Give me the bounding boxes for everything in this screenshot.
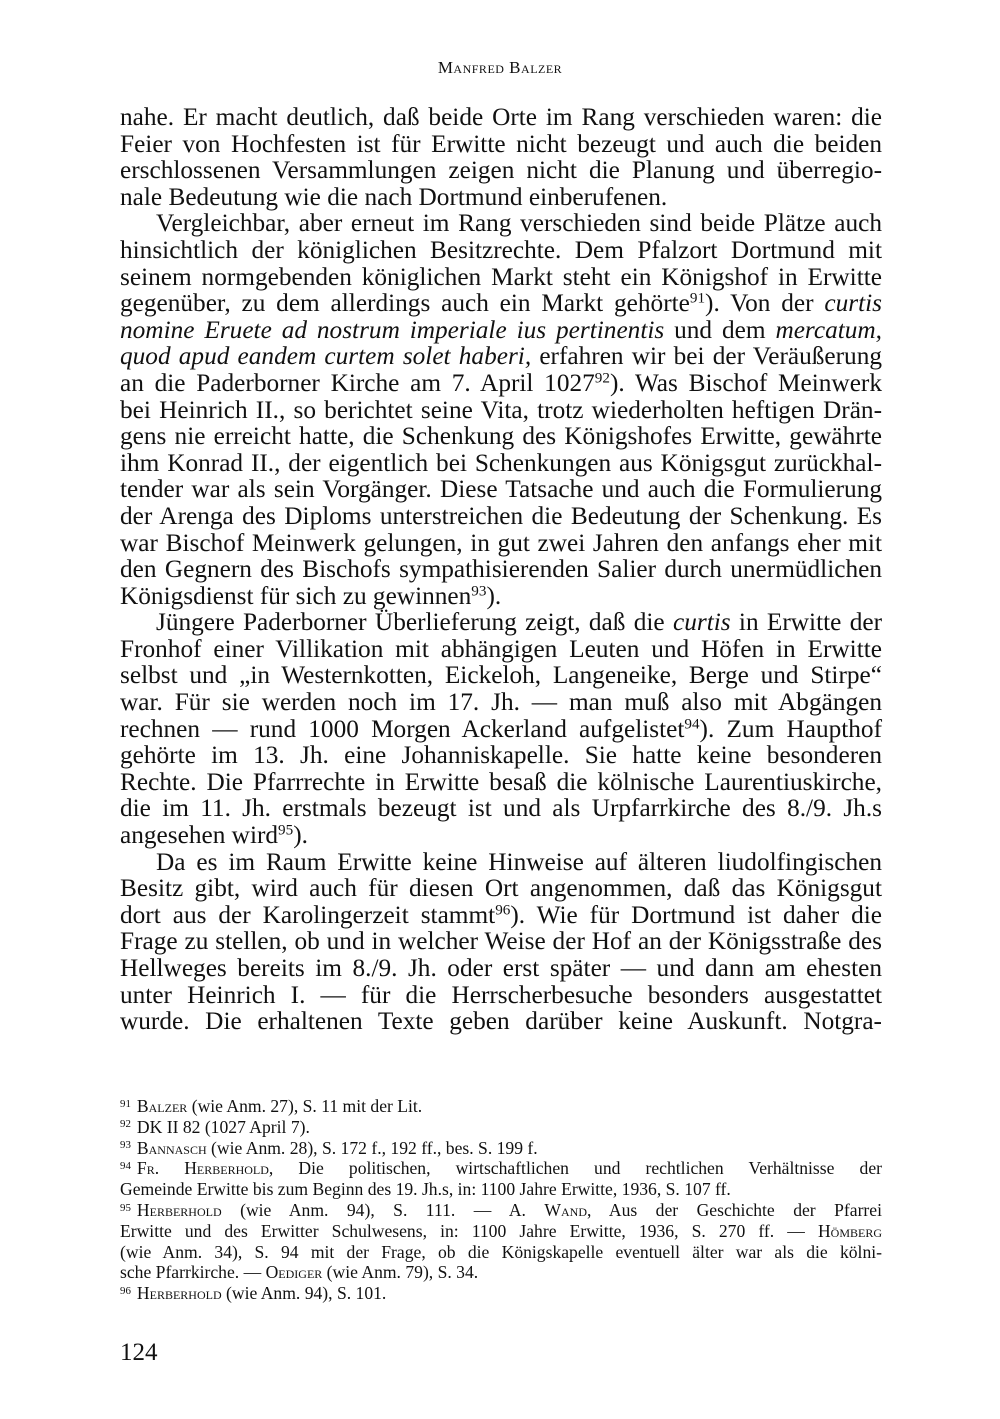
author-name: Fr. Herberhold [136,1158,269,1179]
text-run: Rechte. Die Pfarrrechte in Erwitte besaß die kölnische Laurentiuskirche, [120,767,882,796]
text-line [120,955,882,982]
text-run: ). [486,581,502,610]
footnote-marker: 91 [689,289,706,307]
text-run: (wie Anm. 94), S. 111. — A. [221,1199,545,1220]
text-line [120,583,882,610]
text-run: an die Paderborner Kirche am 7. April 1027 [120,368,595,397]
text-run: in Erwitte der [730,608,882,637]
text-run: Erwitte und des Erwitter Schulwesens, in: 1100 Jahre Erwitte, 1936, S. 270 ff. — [120,1220,818,1241]
text-line [120,104,882,131]
text-line [120,423,882,450]
text-run: nahe. Er macht deutlich, daß beide Orte im Rang verschieden waren: die [120,103,882,131]
text-run: ). Zum Haupthof [699,714,882,743]
text-run: Fronhof einer Villikation mit abhängigen Leuten und Höfen in Erwitte [120,634,882,663]
author-name: Herberhold [136,1199,222,1220]
footnote-marker: 94 [684,715,700,733]
footnote-line [120,1179,882,1200]
text-line [120,530,882,557]
text-run: Feier von Hochfesten ist für Erwitte nicht bezeugt und auch die beiden [120,129,882,158]
text-run: Da es im Raum Erwitte keine Hinweise auf älteren liudolfingischen [156,847,882,876]
footnote-marker: 95 [120,1201,131,1214]
text-run: bei Heinrich II., so berichtet seine Vita, trotz wiederholten heftigen Drän- [120,395,882,424]
author-name: Oediger [265,1262,323,1283]
text-run: , Aus der Geschichte der Pfarrei [586,1199,882,1220]
text-run: , Die politischen, wirtschaftlichen und rechtlichen Verhältnisse der [268,1158,882,1179]
text-line [120,795,882,822]
text-line [120,742,882,769]
text-run: nale Bedeutung wie die nach Dortmund einberufenen. [120,182,668,211]
footnote-line [120,1262,882,1283]
text-run: gegenüber, zu dem allerdings auch ein Markt gehörte [120,289,690,318]
footnote-line [120,1138,882,1159]
page-number: 124 [120,1339,158,1366]
text-line [120,662,882,689]
text-run: ). [293,821,308,850]
text-run: Königsdienst für sich zu gewinnen [120,581,472,610]
running-head: Manfred Balzer [437,58,563,77]
text-run: und dem [664,315,776,344]
footnote-marker: 96 [120,1284,131,1297]
footnote-line [120,1096,882,1117]
text-run: gens nie erreicht hatte, die Schenkung des Königshofes Erwitte, gewährte [120,422,882,451]
body-text [120,104,882,1035]
text-run: Besitz gibt, wird auch für diesen Ort angenommen, daß das Königsgut [120,874,882,903]
text-run: seinem normgebenden königlichen Markt steht ein Königshof in Erwitte [120,262,882,291]
text-line [120,716,882,743]
footnote-marker: 92 [594,369,610,387]
footnote-marker: 91 [120,1097,131,1110]
text-line [120,317,882,344]
italic-text: quod apud eandem curtem solet haberi, [120,342,532,371]
text-line [120,131,882,158]
text-line [120,609,882,636]
footnotes [120,1096,882,1304]
footnote-marker: 94 [120,1159,131,1172]
author-name: Hömberg [817,1220,882,1241]
text-run: DK II 82 (1027 April 7). [136,1116,310,1137]
text-line [120,210,882,237]
text-line [120,184,882,211]
footnote-marker: 93 [471,582,487,600]
text-run: Frage zu stellen, ob und in welcher Weise der Hof an der Königsstraße des [120,927,882,956]
text-run: (wie Anm. 34), S. 94 mit der Frage, ob die Königskapelle eventuell älter war als die kölni- [120,1241,882,1262]
text-run: Gemeinde Erwitte bis zum Beginn des 19. Jh.s, in: 1100 Jahre Erwitte, 1936, S. 107 ff. [120,1179,731,1200]
text-run: rechnen — rund 1000 Morgen Ackerland aufgelistet [120,714,685,743]
text-line [120,875,882,902]
text-line [120,556,882,583]
author-name: Balzer [136,1096,188,1116]
italic-text: curtis [824,289,882,318]
text-run: sche Pfarrkirche. — [120,1262,266,1283]
text-run: der Arenga des Diploms unterstreichen die Bedeutung der Schenkung. Es [120,501,882,530]
text-line [120,397,882,424]
text-line [120,450,882,477]
italic-text: nomine Eruete ad nostrum imperiale ius pertinentis [120,315,665,344]
text-run: (wie Anm. 28), S. 172 f., 192 ff., bes. S. 199 f. [206,1137,538,1158]
text-line [120,928,882,955]
text-line [120,982,882,1009]
italic-text: mercatum, [775,315,882,344]
text-run: ). Von der [705,289,825,318]
text-line [120,636,882,663]
text-run: unter Heinrich I. — für die Herrscherbesuche besonders ausgestattet [120,980,882,1009]
text-run: dort aus der Karolingerzeit stammt [120,900,496,929]
text-line [120,822,882,849]
text-run: war Bischof Meinwerk gelungen, in gut zwei Jahren den anfangs eher mit [120,528,882,557]
footnote-marker: 92 [120,1118,131,1131]
text-run: hinsichtlich der königlichen Besitzrechte. Dem Pfalzort Dortmund mit [120,235,882,264]
text-run: ihm Konrad II., der eigentlich bei Schenkungen aus Königsgut zurückhal- [120,448,882,477]
text-line [120,157,882,184]
text-run: (wie Anm. 27), S. 11 mit der Lit. [187,1096,423,1116]
text-line [120,902,882,929]
text-line [120,370,882,397]
footnote-marker: 93 [120,1139,131,1152]
text-run: war. Für sie werden noch im 17. Jh. — man muß also mit Abgängen [120,688,882,717]
text-line [120,849,882,876]
text-run: tender war als sein Vorgänger. Diese Tatsache und auch die Formulierung [120,475,882,504]
text-run: erschlossenen Versammlungen zeigen nicht die Planung und überregio- [120,156,882,185]
text-line [120,769,882,796]
text-line [120,237,882,264]
footnote-line [120,1117,882,1138]
author-name: Bannasch [136,1137,207,1158]
text-run: Hellweges bereits im 8./9. Jh. oder erst später — und dann am ehesten [120,954,882,982]
author-name: Wand [544,1199,587,1220]
text-run: (wie Anm. 94), S. 101. [221,1283,387,1304]
text-line [120,290,882,317]
text-run: Jüngere Paderborner Überlieferung zeigt, daß die [156,608,673,637]
text-run: angesehen wird [120,821,279,850]
text-run: selbst und „in Westernkotten, Eickeloh, Langeneike, Berge und Stirpe“ [120,661,882,690]
text-run: den Gegnern des Bischofs sympathisierenden Salier durch unermüdlichen [120,555,882,584]
text-run: ). Wie für Dortmund ist daher die [510,900,882,929]
author-name: Herberhold [136,1283,222,1304]
text-run: ). Was Bischof Meinwerk [609,368,882,397]
text-line [120,476,882,503]
footnote-line [120,1242,882,1263]
text-line [120,503,882,530]
footnote-marker: 96 [495,901,511,919]
text-line [120,264,882,291]
text-run: wurde. Die erhaltenen Texte geben darüber keine Auskunft. Notgra- [120,1007,882,1036]
footnote-marker: 95 [278,821,294,839]
text-run: erfahren wir bei der Veräußerung [531,342,882,371]
footnote-line [120,1158,882,1179]
text-line [120,689,882,716]
text-line [120,1008,882,1035]
italic-text: curtis [672,608,731,637]
footnote-line [120,1221,882,1242]
footnote-line [120,1200,882,1221]
footnote-line [120,1283,882,1304]
text-run: gehörte im 13. Jh. eine Johanniskapelle. Sie hatte keine besonderen [120,741,882,770]
text-line [120,343,882,370]
text-run: Vergleichbar, aber erneut im Rang verschieden sind beide Plätze auch [156,209,882,238]
text-run: (wie Anm. 79), S. 34. [322,1262,479,1283]
text-run: die im 11. Jh. erstmals bezeugt ist und als Urpfarrkirche des 8./9. Jh.s [120,794,882,823]
